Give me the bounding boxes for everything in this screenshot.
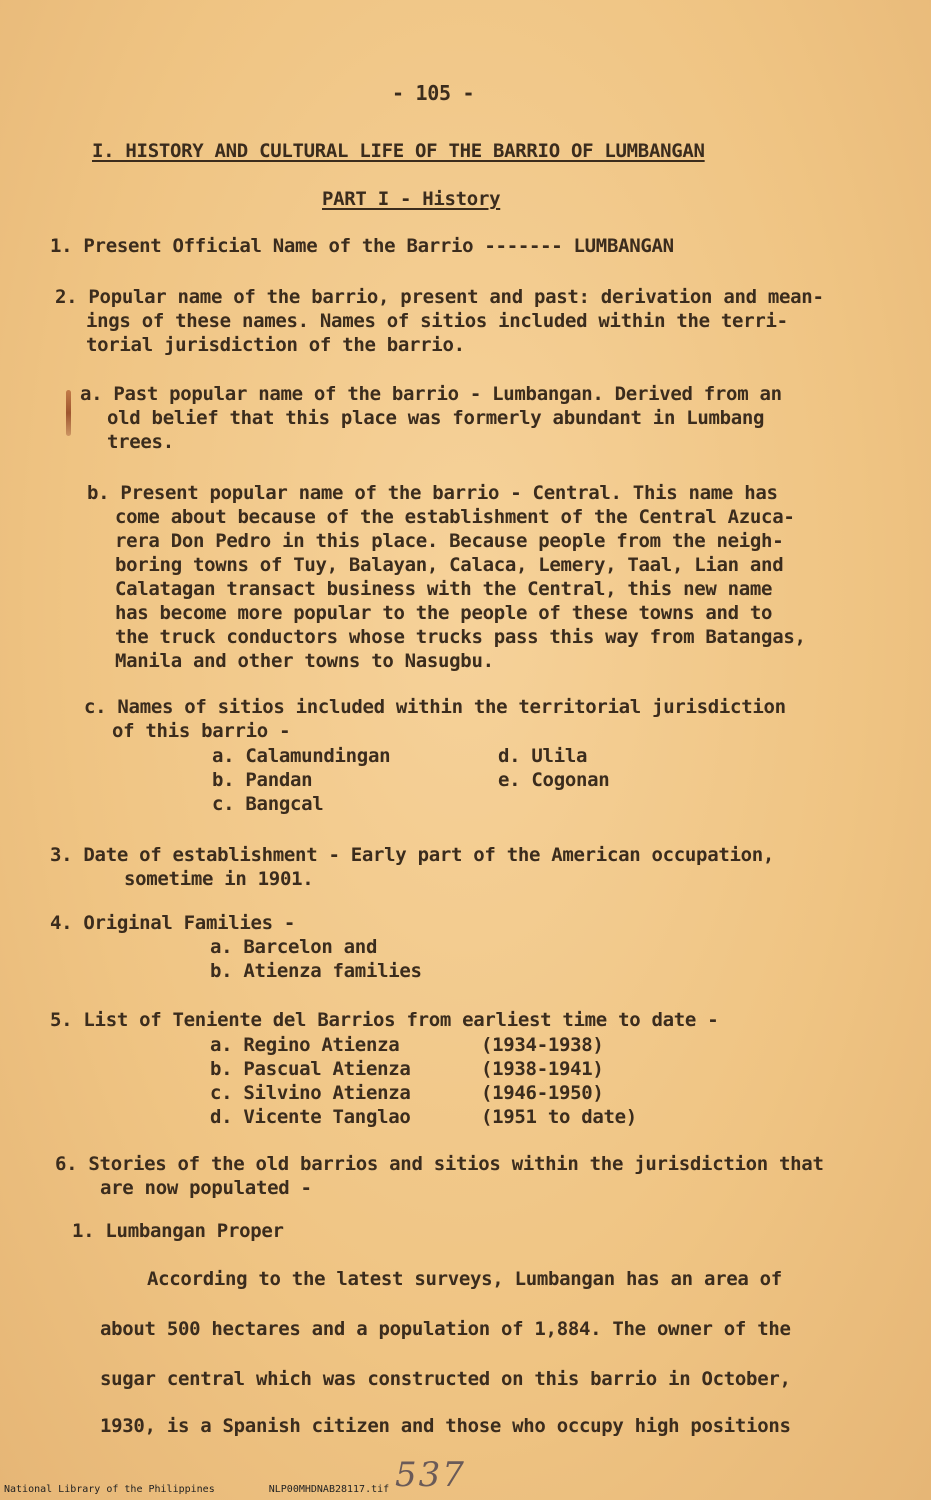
item-2b-line: come about because of the establishment of the Central Azuca- (115, 506, 795, 528)
item-2c-line: of this barrio - (112, 720, 291, 742)
teniente-name: b. Pascual Atienza (210, 1058, 411, 1080)
item-2b-line: has become more popular to the people of these towns and to (115, 602, 773, 624)
item-5-title: 5. List of Teniente del Barrios from earliest time to date - (50, 1009, 719, 1031)
page-number: - 105 - (392, 81, 475, 105)
handwritten-page-number: 537 (395, 1455, 466, 1495)
paragraph-line: 1930, is a Spanish citizen and those who occupy high positions (100, 1415, 791, 1437)
page-heading: I. HISTORY AND CULTURAL LIFE OF THE BARRIO OF LUMBANGAN (92, 140, 705, 162)
teniente-years: (1938-1941) (481, 1058, 604, 1080)
teniente-years: (1951 to date) (481, 1106, 637, 1128)
ink-stain (66, 390, 71, 436)
scan-footer (4, 1484, 389, 1495)
scan-filename: NLP00MHDNAB28117.tif (268, 1484, 390, 1495)
item-2c-line: c. Names of sitios included within the territorial jurisdiction (84, 696, 786, 718)
sitio-item: b. Pandan (212, 769, 313, 791)
item-2a-line: trees. (107, 431, 174, 453)
library-name: National Library of the Philippines (4, 1484, 215, 1495)
teniente-name: c. Silvino Atienza (210, 1082, 411, 1104)
item-6-1: 1. Lumbangan Proper (72, 1220, 284, 1242)
paragraph-line: sugar central which was constructed on this barrio in October, (100, 1368, 791, 1390)
item-2b-line: boring towns of Tuy, Balayan, Calaca, Lemery, Taal, Lian and (115, 554, 784, 576)
item-2a-line: a. Past popular name of the barrio - Lumbangan. Derived from an (80, 383, 782, 405)
item-4-title: 4. Original Families - (50, 912, 296, 934)
item-2-line: ings of these names. Names of sitios included within the terri- (86, 310, 788, 332)
teniente-name: d. Vicente Tanglao (210, 1106, 411, 1128)
sitio-item: d. Ulila (498, 745, 588, 767)
teniente-name: a. Regino Atienza (210, 1034, 400, 1056)
sitio-item: e. Cogonan (498, 769, 610, 791)
item-2-line: 2. Popular name of the barrio, present and past: derivation and mean- (55, 286, 824, 308)
sitio-item: a. Calamundingan (212, 745, 391, 767)
family-item: b. Atienza families (210, 960, 422, 982)
part-title: PART I - History (322, 188, 501, 210)
item-2b-line: rera Don Pedro in this place. Because people from the neigh- (115, 530, 784, 552)
item-2b-line: b. Present popular name of the barrio - Central. This name has (87, 482, 778, 504)
item-2-line: torial jurisdiction of the barrio. (86, 334, 465, 356)
family-item: a. Barcelon and (210, 936, 378, 958)
item-6-line: 6. Stories of the old barrios and sitios within the jurisdiction that (55, 1153, 824, 1175)
paragraph-line: about 500 hectares and a population of 1,884. The owner of the (100, 1318, 791, 1340)
sitio-item: c. Bangcal (212, 793, 324, 815)
item-3-line: 3. Date of establishment - Early part of the American occupation, (50, 844, 775, 866)
item-1: 1. Present Official Name of the Barrio ------- LUMBANGAN (50, 235, 674, 257)
item-2b-line: Calatagan transact business with the Central, this new name (115, 578, 773, 600)
paragraph-line: According to the latest surveys, Lumbangan has an area of (147, 1268, 782, 1290)
item-2a-line: old belief that this place was formerly abundant in Lumbang (107, 407, 765, 429)
teniente-years: (1946-1950) (481, 1082, 604, 1104)
item-2b-line: the truck conductors whose trucks pass this way from Batangas, (115, 626, 806, 648)
item-3-line: sometime in 1901. (124, 868, 314, 890)
item-2b-line: Manila and other towns to Nasugbu. (115, 650, 494, 672)
teniente-years: (1934-1938) (481, 1034, 604, 1056)
item-6-line: are now populated - (100, 1177, 312, 1199)
